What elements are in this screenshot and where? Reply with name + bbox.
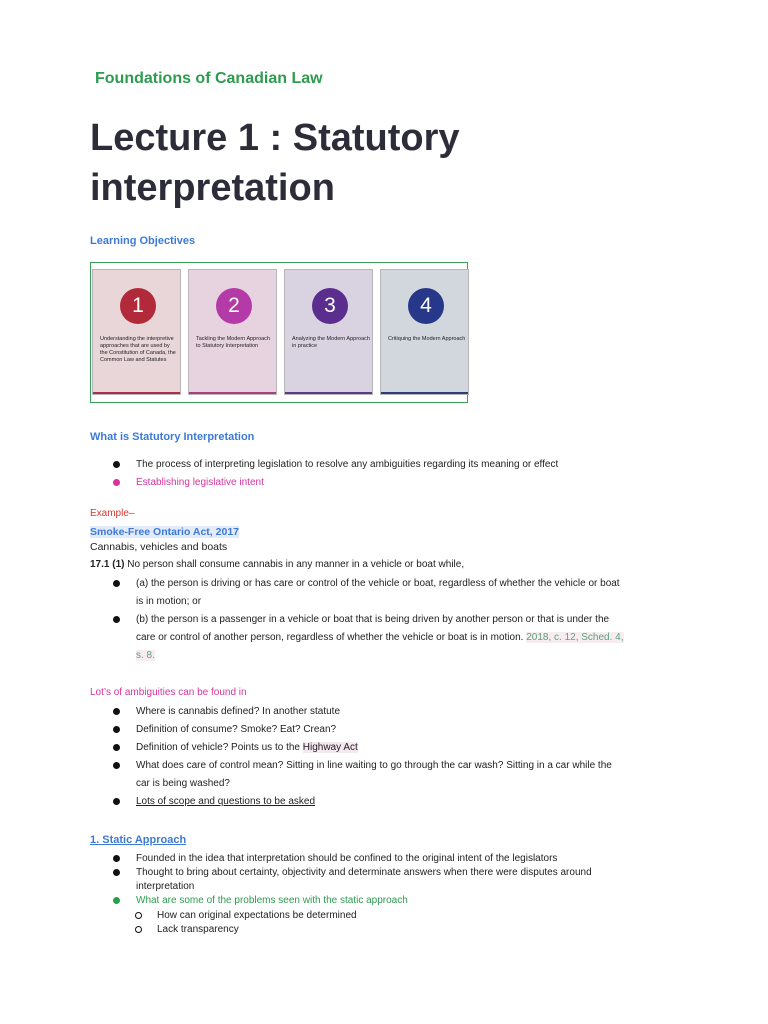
bullet-icon	[113, 798, 120, 805]
ambiguities-list	[112, 703, 706, 811]
sub-bullet-icon	[135, 926, 142, 933]
bullet-icon	[113, 616, 120, 623]
list-item: Establishing legislative intent	[112, 474, 706, 492]
objective-text: Critiquing the Modern Approach	[388, 336, 466, 342]
list-item: Thought to bring about certainty, objectivity and determinate answers when there were disputes around interpretation	[112, 866, 706, 894]
what-is-heading: What is Statutory Interpretation	[90, 431, 255, 443]
ambiguities-heading: Lot’s of ambiguities can be found in	[90, 687, 247, 698]
section-clauses	[112, 575, 706, 665]
bullet-icon	[113, 897, 120, 904]
list-item: (a) the person is driving or has care or control of the vehicle or boat, regardless of whether the vehicle or boat is in motion; or	[112, 575, 706, 611]
learning-objectives-figure	[90, 262, 468, 403]
objective-number: 2	[216, 288, 252, 324]
list-item: Where is cannabis defined? In another statute	[112, 703, 706, 721]
bullet-icon	[113, 869, 120, 876]
static-approach-list	[112, 852, 706, 908]
bullet-icon	[113, 744, 120, 751]
objective-bar	[189, 392, 276, 394]
objective-card-4	[380, 269, 469, 395]
act-subtitle: Cannabis, vehicles and boats	[90, 541, 228, 553]
bullet-icon	[113, 479, 120, 486]
bullet-icon	[113, 708, 120, 715]
list-item: Lots of scope and questions to be asked	[112, 793, 706, 811]
objective-number: 1	[120, 288, 156, 324]
example-label: Example–	[90, 508, 135, 519]
learning-objectives-heading: Learning Objectives	[90, 235, 196, 247]
objective-number: 4	[408, 288, 444, 324]
objective-text: Tackling the Modern Approach to Statutory Interpretation	[196, 336, 270, 349]
act-title: Smoke-Free Ontario Act, 2017	[90, 526, 239, 538]
list-item: Definition of vehicle? Points us to the Highway Act	[112, 739, 706, 757]
list-item: (b) the person is a passenger in a vehicle or boat that is being driven by another person or that is under the care or control of another person, regardless of whether the vehicle or boat is in motion. 2018, c. 12, Sched. 4, s. 8.	[112, 611, 706, 665]
page-title: Lecture 1 : Statutory interpretation	[90, 117, 460, 209]
bullet-icon	[113, 726, 120, 733]
list-item: Definition of consume? Smoke? Eat? Crean?	[112, 721, 706, 739]
objective-bar	[93, 392, 180, 394]
what-is-list	[112, 456, 706, 492]
statute-reference[interactable]: 2018, c. 12, Sched. 4,	[526, 632, 624, 643]
objective-card-2	[188, 269, 277, 395]
objective-bar	[285, 392, 372, 394]
bullet-icon	[113, 855, 120, 862]
bullet-icon	[113, 461, 120, 468]
objective-card-3	[284, 269, 373, 395]
list-item: Lack transparency	[88, 923, 357, 937]
list-item: Founded in the idea that interpretation should be confined to the original intent of the legislators	[112, 852, 706, 866]
highway-act-link[interactable]: Highway Act	[302, 742, 358, 753]
section-text: 17.1 (1) No person shall consume cannabis in any manner in a vehicle or boat while,	[90, 559, 465, 570]
list-item: How can original expectations be determined	[88, 909, 357, 923]
list-item: What does care of control mean? Sitting in line waiting to go through the car wash? Sitting in a car while the car is being washed?	[112, 757, 706, 793]
bullet-icon	[113, 580, 120, 587]
objective-number: 3	[312, 288, 348, 324]
static-approach-heading: 1. Static Approach	[90, 834, 187, 846]
course-name: Foundations of Canadian Law	[95, 70, 323, 87]
objective-text: Understanding the interpretive approaches that are used by the Constitution of Canada, the Common Law and Statutes	[100, 336, 176, 363]
bullet-icon	[113, 762, 120, 769]
list-item: The process of interpreting legislation to resolve any ambiguities regarding its meaning or effect	[112, 456, 706, 474]
sub-bullet-icon	[135, 912, 142, 919]
list-item: What are some of the problems seen with the static approach	[112, 894, 706, 908]
objective-text: Analyzing the Modern Approach in practice	[292, 336, 370, 349]
statute-reference[interactable]: s. 8.	[136, 650, 155, 661]
objective-card-1	[92, 269, 181, 395]
static-approach-sublist	[112, 909, 357, 937]
objective-bar	[381, 392, 468, 394]
